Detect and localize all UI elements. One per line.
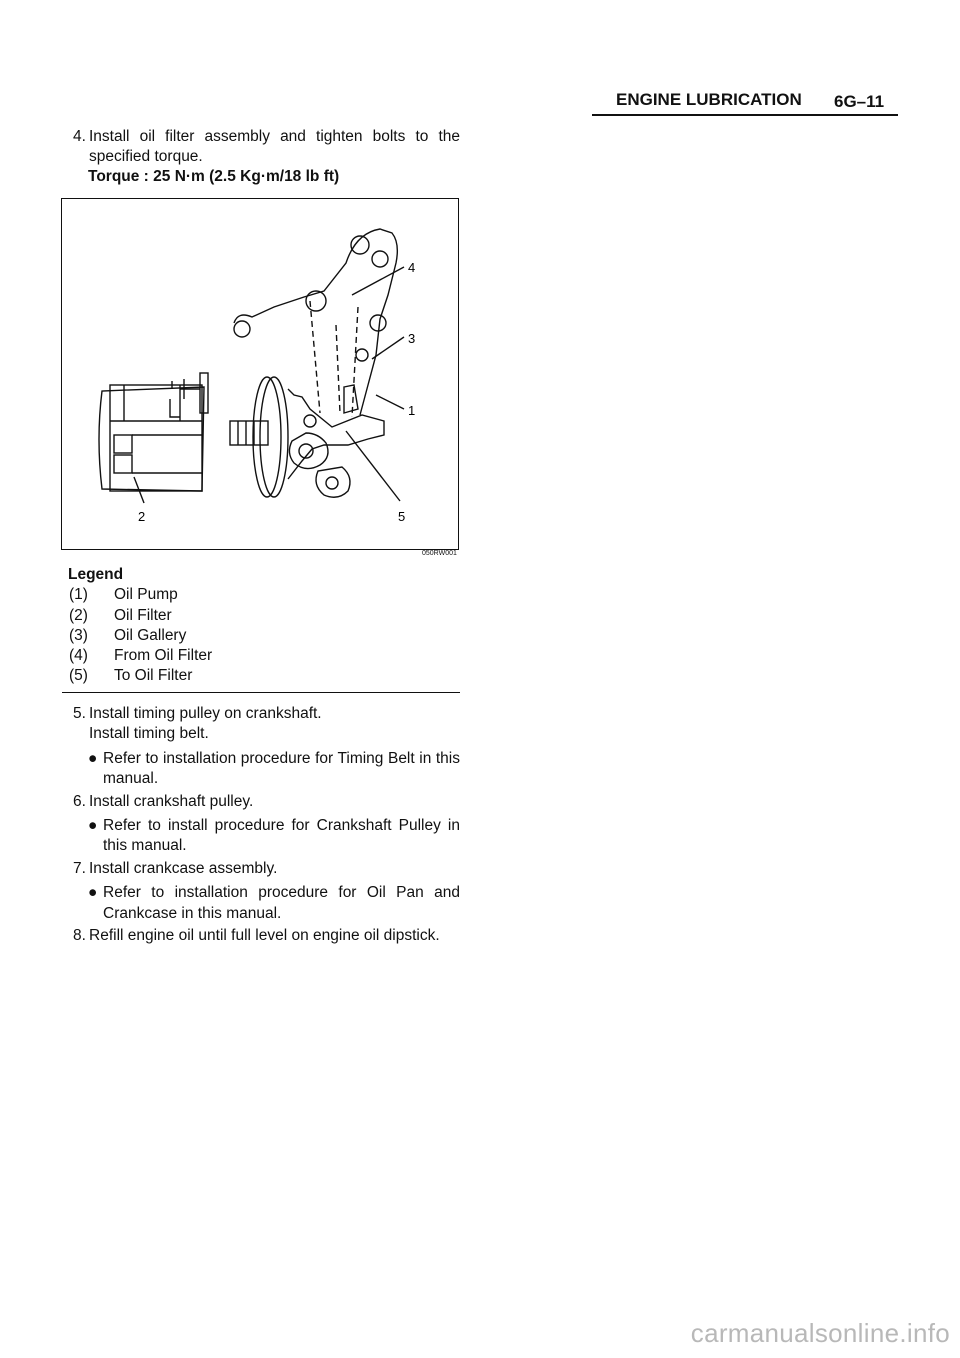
header-divider xyxy=(592,114,898,116)
step-6: 6. Install crankshaft pulley. xyxy=(73,792,254,810)
callout-3: 3 xyxy=(408,331,416,346)
step-4 xyxy=(62,127,460,167)
oil-filter-diagram xyxy=(61,198,459,550)
page-number: 6G–11 xyxy=(834,92,885,111)
step-8: 8. Refill engine oil until full level on engine oil dipstick. xyxy=(73,927,440,945)
bullet-icon: ● xyxy=(88,749,98,767)
step-text: Install oil filter assembly and tighten bolts to the specified torque. xyxy=(89,128,460,165)
step-5: 5. Install timing pulley on crankshaft. xyxy=(73,705,322,722)
step-5-note: ● Refer to installation procedure for Timing Belt in this manual. xyxy=(88,749,460,788)
steps-list: 5. Install timing pulley on crankshaft. Install timing belt. ● Refer to installation procedure for Timing Belt in this manual. 6. Install crankshaft pulley. ● Refer to install procedure for Crankshaft Pulley in this manual. 7. Install crankcase assembly. ● Refer to installation procedure for Oil Pan and Crankcase in this manual. 8. Refill engine oil until full level on engine oil dipstick. xyxy=(62,704,460,946)
bullet-icon: ● xyxy=(88,884,98,902)
step-number: 4. xyxy=(73,128,86,145)
watermark: carmanualsonline.info xyxy=(690,1318,950,1348)
bullet-icon: ● xyxy=(88,817,98,835)
torque-spec: Torque : 25 N·m (2.5 Kg·m/18 lb ft) xyxy=(88,168,340,185)
step-6-note: ● Refer to install procedure for Crankshaft Pulley in this manual. xyxy=(88,817,460,855)
callout-5: 5 xyxy=(398,509,406,524)
legend-item: (2) Oil Filter xyxy=(69,606,172,624)
section-title: ENGINE LUBRICATION xyxy=(616,90,802,109)
legend-divider xyxy=(62,692,460,693)
legend-item: (4) From Oil Filter xyxy=(69,647,213,665)
step-7-note: ● Refer to installation procedure for Oil Pan and Crankcase in this manual. xyxy=(88,884,460,922)
legend-title: Legend xyxy=(68,566,124,583)
legend-item: (3) Oil Gallery xyxy=(69,626,187,644)
legend-item: (5) To Oil Filter xyxy=(69,667,193,685)
step-7: 7. Install crankcase assembly. xyxy=(73,859,278,877)
callout-1: 1 xyxy=(408,403,416,418)
diagram-illustration xyxy=(62,199,458,549)
callout-4: 4 xyxy=(408,260,416,275)
figure-code: 050RW001 xyxy=(422,550,457,557)
legend-item: (1) Oil Pump xyxy=(69,586,178,604)
callout-2: 2 xyxy=(138,509,146,524)
legend xyxy=(68,565,212,687)
